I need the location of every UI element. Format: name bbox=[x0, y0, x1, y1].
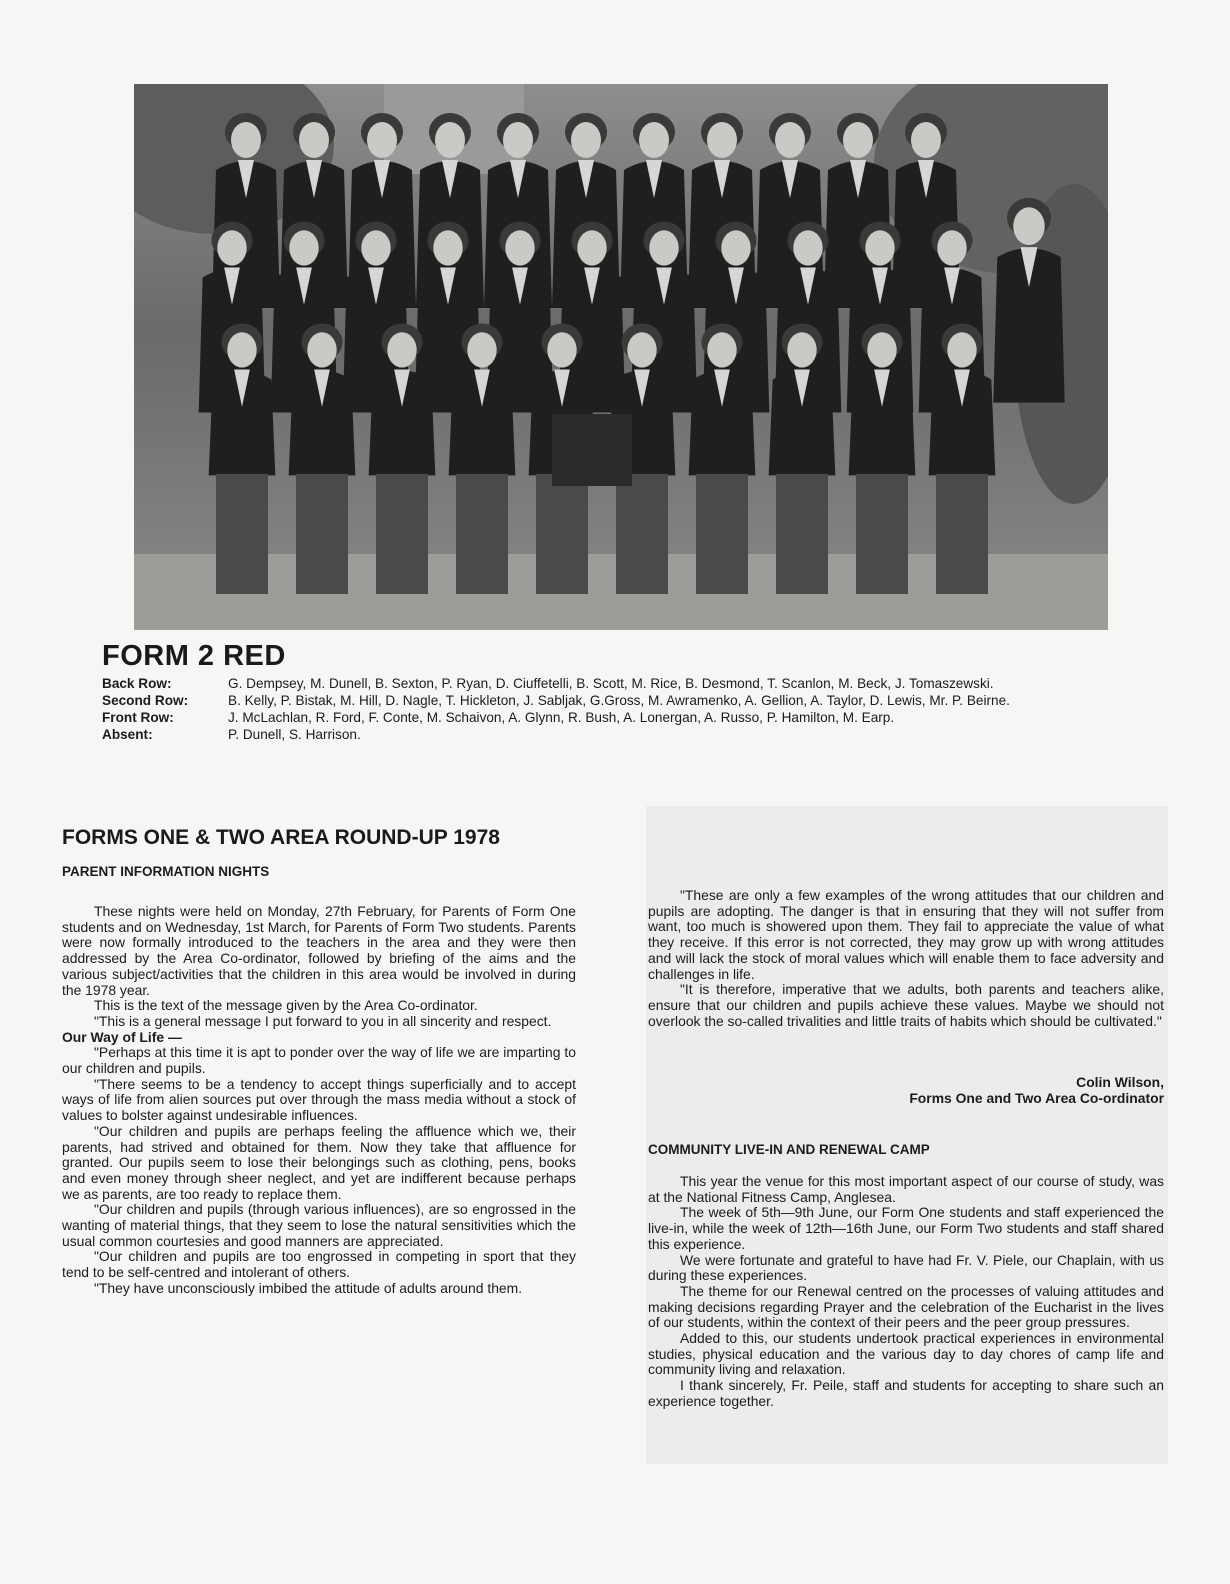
student-legs bbox=[616, 474, 668, 594]
roster-row-absent bbox=[102, 727, 1162, 742]
student-legs bbox=[936, 474, 988, 594]
paragraph: "Our children and pupils are too engrossed in competing in sport that they tend to be self-centred and intolerant of others. bbox=[62, 1248, 576, 1281]
roster-names: B. Kelly, P. Bistak, M. Hill, D. Nagle, T. Hickleton, J. Sabljak, G.Gross, M. Awramenko, A. Gellion, A. Taylor, D. Lewis, Mr. P. Beirne. bbox=[228, 693, 1010, 708]
paragraph: This is the text of the message given by the Area Co-ordinator. bbox=[94, 997, 478, 1014]
paragraph: Added to this, our students undertook practical experiences in environmental studies, physical education and the various day to day chores of camp life and community living and relaxation. bbox=[648, 1330, 1164, 1378]
roster-label: Second Row: bbox=[102, 693, 189, 708]
roster-label: Front Row: bbox=[102, 710, 174, 725]
roster-names: G. Dempsey, M. Dunell, B. Sexton, P. Ryan, D. Ciuffetelli, B. Scott, M. Rice, B. Desmond, T. Scanlon, M. Beck, J. Tomaszewski. bbox=[228, 676, 994, 691]
roster-row-back bbox=[102, 676, 1162, 691]
paragraph: This year the venue for this most important aspect of our course of study, was at the National Fitness Camp, Anglesea. bbox=[648, 1173, 1164, 1205]
student-legs bbox=[536, 474, 588, 594]
class-board bbox=[552, 414, 632, 486]
paragraph: We were fortunate and grateful to have had Fr. V. Piele, our Chaplain, with us during these experiences. bbox=[648, 1251, 1164, 1284]
right-column-text-bottom bbox=[648, 1174, 1164, 1410]
roster-row-second bbox=[102, 693, 1162, 708]
paragraph: "This is a general message I put forward to you in all sincerity and respect. bbox=[94, 1012, 552, 1029]
section-heading-camp: COMMUNITY LIVE-IN AND RENEWAL CAMP bbox=[648, 1142, 930, 1157]
signature bbox=[648, 1074, 1164, 1106]
paragraph: "Perhaps at this time it is apt to ponder over the way of life we are imparting to our children and pupils. bbox=[62, 1044, 576, 1077]
signature-name: Colin Wilson, bbox=[1076, 1074, 1164, 1090]
paragraph: The theme for our Renewal centred on the processes of valuing attitudes and making decisions regarding Prayer and the celebration of the Eucharist in the lives of our students, within the context of their peers and the peer group pressures. bbox=[648, 1282, 1164, 1331]
student-legs bbox=[376, 474, 428, 594]
class-photograph bbox=[134, 84, 1108, 630]
form-title: FORM 2 RED bbox=[102, 640, 286, 672]
paragraph: "Our children and pupils are perhaps feeling the affluence which we, their parents, had strived and obtained for them. Now they take that affluence for granted. Our pupils seem to lose their belongings such as clothing, pens, books and even money through sheer neglect, and yet are indifferent because perhaps we as parents, are too ready to replace them. bbox=[62, 1122, 576, 1202]
paragraph: "They have unconsciously imbibed the attitude of adults around them. bbox=[94, 1279, 523, 1296]
paragraph: "Our children and pupils (through various influences), are so engrossed in the wanting of material things, that they seem to lose the natural sensitivities which the usual common courtesies and good manners are appreciated. bbox=[62, 1201, 576, 1249]
paragraph: I thank sincerely, Fr. Peile, staff and students for accepting to share such an experience together. bbox=[648, 1377, 1164, 1409]
class-photo-illustration bbox=[134, 84, 1108, 630]
student-legs bbox=[456, 474, 508, 594]
signature-title: Forms One and Two Area Co-ordinator bbox=[909, 1090, 1164, 1106]
left-column-text bbox=[62, 904, 576, 1297]
paragraph: "There seems to be a tendency to accept things superficially and to accept ways of life from alien sources put over through the mass media without a stock of values to bolster against undesirable influences. bbox=[62, 1075, 576, 1124]
section-heading-parent-nights: PARENT INFORMATION NIGHTS bbox=[62, 864, 270, 879]
paragraph: "These are only a few examples of the wrong attitudes that our children and pupils are adopting. The danger is that in ensuring that they will not suffer from want, too much is showered upon them. They fail to appreciate the value of what they receive. If this error is not corrected, they may grow up with wrong attitudes and will lack the stock of moral values which will enable them to face adversity and challenges in life. bbox=[648, 887, 1164, 982]
runin-heading: Our Way of Life — bbox=[62, 1028, 182, 1045]
roster-names: J. McLachlan, R. Ford, F. Conte, M. Schaivon, A. Glynn, R. Bush, A. Lonergan, A. Russo, P. Hamilton, M. Earp. bbox=[228, 710, 895, 725]
roster-names: P. Dunell, S. Harrison. bbox=[228, 727, 361, 742]
paragraph: The week of 5th—9th June, our Form One students and staff experienced the live-in, while the week of 12th—16th June, our Form Two students and staff shared this experience. bbox=[648, 1204, 1164, 1252]
student-legs bbox=[776, 474, 828, 594]
roster-label: Back Row: bbox=[102, 676, 172, 691]
student-legs bbox=[296, 474, 348, 594]
paragraph: "It is therefore, imperative that we adults, both parents and teachers alike, ensure that our children and pupils achieve these values. Maybe we should not overlook the so-called trivalities and little traits of habits which should be cultivated." bbox=[648, 981, 1164, 1029]
student-legs bbox=[216, 474, 268, 594]
roster-label: Absent: bbox=[102, 727, 153, 742]
student-legs bbox=[696, 474, 748, 594]
article-title: FORMS ONE & TWO AREA ROUND-UP 1978 bbox=[62, 826, 500, 849]
student-legs bbox=[856, 474, 908, 594]
roster bbox=[102, 676, 1162, 744]
roster-row-front bbox=[102, 710, 1162, 725]
right-column-text-top bbox=[648, 888, 1164, 1029]
paragraph: These nights were held on Monday, 27th February, for Parents of Form One students and on Wednesday, 1st March, for Parents of Form Two students. Parents were now formally introduced to the teachers in the area and they were then addressed by the Area Co-ordinator, followed by briefing of the aims and the various subject/activities that the children in this area would be involved in during the 1978 year. bbox=[62, 903, 576, 998]
